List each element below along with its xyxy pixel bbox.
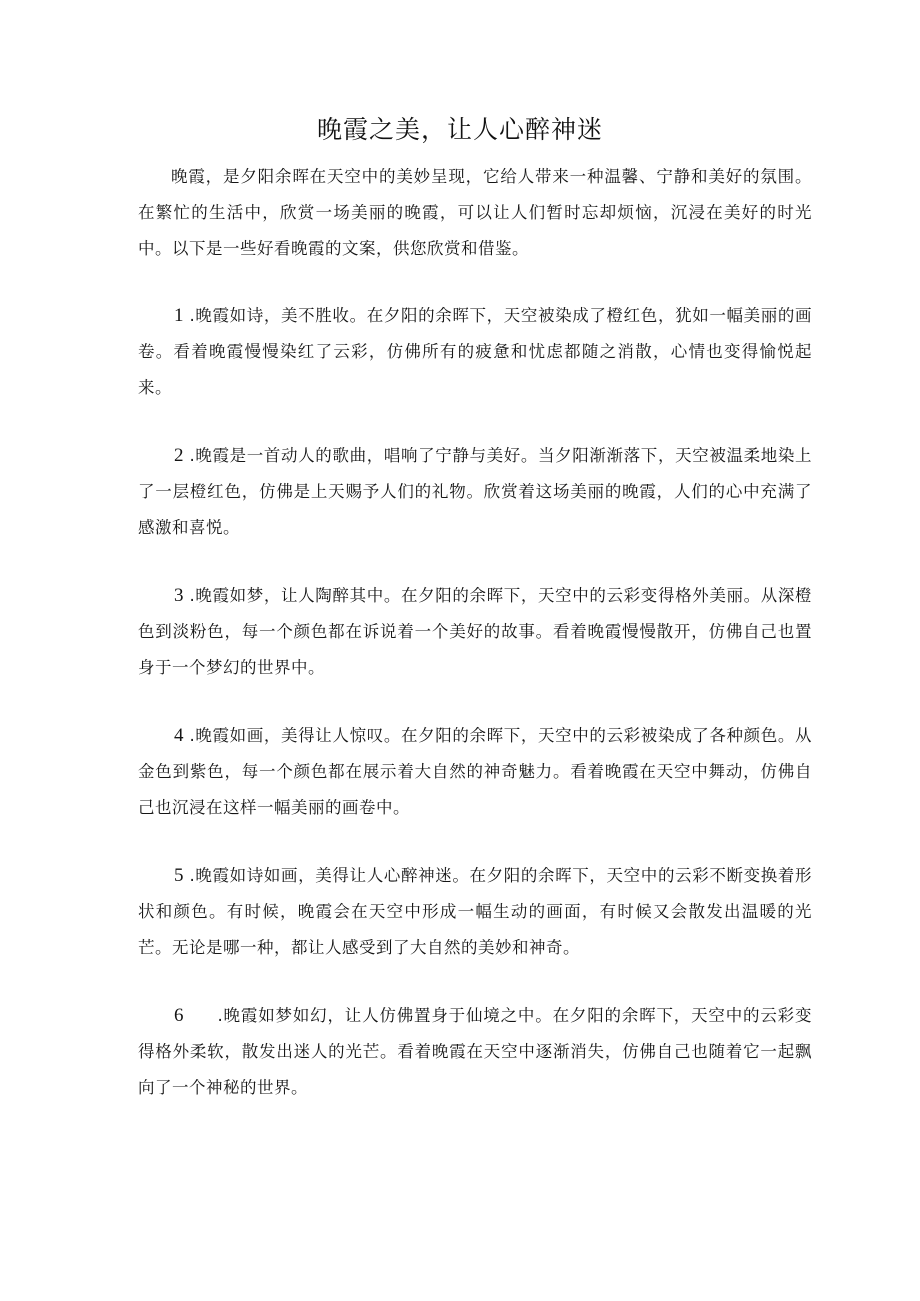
item-number: 6 [174, 1005, 184, 1026]
item-text: .晚霞如诗如画，美得让人心醉神迷。在夕阳的余晖下，天空中的云彩不断变换着形状和颜色。有时候，晚霞会在天空中形成一幅生动的画面，有时候又会散发出温暖的光芒。无论是哪一种，都让人感受到了大自然的美妙和神奇。 [138, 866, 812, 957]
item-number: 1 [174, 305, 184, 326]
item-text: .晚霞如梦如幻，让人仿佛置身于仙境之中。在夕阳的余晖下，天空中的云彩变得格外柔软，散发出迷人的光芒。看着晚霞在天空中逐渐消失，仿佛自己也随着它一起飘向了一个神秘的世界。 [138, 1006, 812, 1097]
item-text: .晚霞如梦，让人陶醉其中。在夕阳的余晖下，天空中的云彩变得格外美丽。从深橙色到淡粉色，每一个颜色都在诉说着一个美好的故事。看着晚霞慢慢散开，仿佛自己也置身于一个梦幻的世界中。 [138, 586, 812, 677]
item-number: 3 [174, 585, 184, 606]
item-text: .晚霞是一首动人的歌曲，唱响了宁静与美好。当夕阳渐渐落下，天空被温柔地染上了一层橙红色，仿佛是上天赐予人们的礼物。欣赏着这场美丽的晚霞，人们的心中充满了感激和喜悦。 [138, 446, 812, 537]
item-number: 5 [174, 865, 184, 886]
list-item [138, 998, 812, 1106]
list-item [138, 718, 812, 826]
list-item [138, 858, 812, 966]
list-item [138, 578, 812, 686]
list-item [138, 298, 812, 406]
intro-paragraph: 晚霞，是夕阳余晖在天空中的美妙呈现，它给人带来一种温馨、宁静和美好的氛围。在繁忙的生活中，欣赏一场美丽的晚霞，可以让人们暂时忘却烦恼，沉浸在美好的时光中。以下是一些好看晚霞的文案，供您欣赏和借鉴。 [138, 167, 812, 258]
list-item [138, 438, 812, 546]
item-text: .晚霞如诗，美不胜收。在夕阳的余晖下，天空被染成了橙红色，犹如一幅美丽的画卷。看着晚霞慢慢染红了云彩，仿佛所有的疲惫和忧虑都随之消散，心情也变得愉悦起来。 [138, 306, 812, 397]
item-text: .晚霞如画，美得让人惊叹。在夕阳的余晖下，天空中的云彩被染成了各种颜色。从金色到紫色，每一个颜色都在展示着大自然的神奇魅力。看着晚霞在天空中舞动，仿佛自己也沉浸在这样一幅美丽的画卷中。 [138, 726, 812, 817]
item-number: 2 [174, 445, 184, 466]
item-number: 4 [174, 725, 184, 746]
document-title: 晚霞之美，让人心醉神迷 [316, 115, 603, 144]
